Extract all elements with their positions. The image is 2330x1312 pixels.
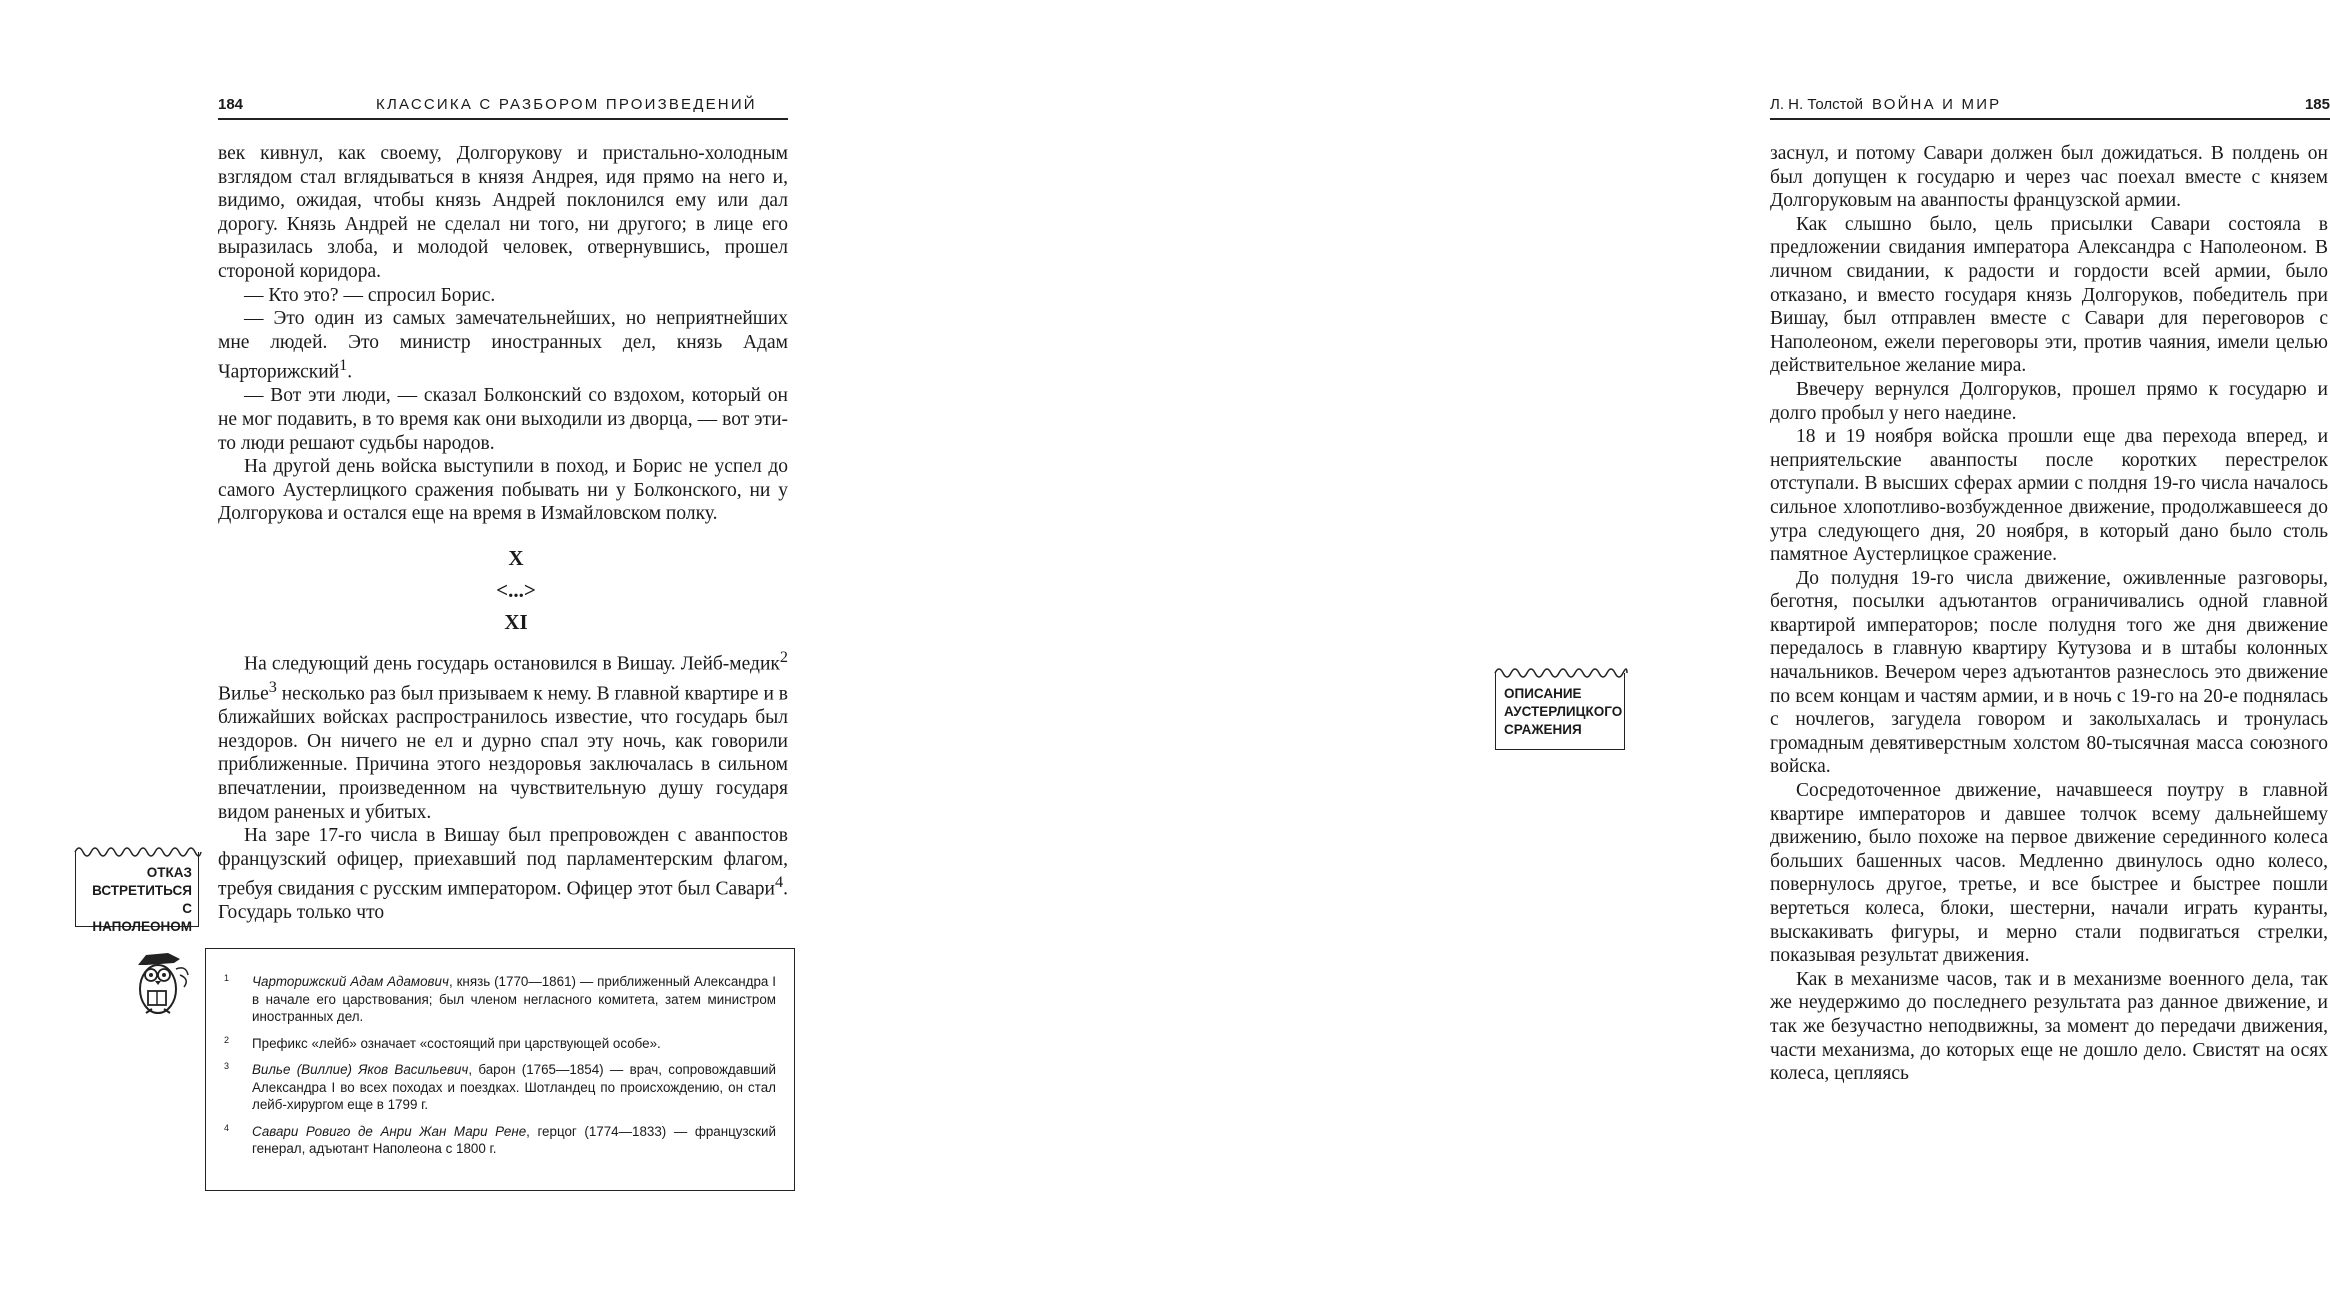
footnote-ref: 4 — [775, 873, 784, 892]
paragraph: век кивнул, как своему, Долгорукову и пристально-холодным взглядом стал вглядываться в князя Андрея, идя прямо на него и, видимо, ожидая, чтобы князь Андрей поклонился ему или дал дорогу. Князь Андрей не сделал ни того, ни другого; в лице его выразилась злоба, и молодой человек, отвернувшись, прошел стороной коридора. — [218, 143, 788, 282]
paragraph: До полудня 19-го числа движение, оживленные разговоры, беготня, посылки адъютантов ограничивались одной главной квартирой императоров; после полудня того же дня движение передалось в главную квартиру Кутузова и в штабы колонных начальников. Вечером через адъютантов разнеслось это движение по всем концам и частям армии, и в ночь с 19-го на 20-е поднялась с ночлегов, загудела говором и заколыхалась и тронулась громадным девятиверстным холстом 80-тысячная масса союзного войска. — [1770, 567, 2328, 778]
footnote — [224, 1035, 776, 1053]
footnote-title: Савари Ровиго де Анри Жан Мари Рене — [252, 1123, 527, 1139]
chapter-heading-xi: XI — [504, 610, 528, 634]
paragraph: Как слышно было, цель присылки Савари состояла в предложении свидания императора Александра с Наполеоном. В личном свидании, к радости и гордости всей армии, было отказано, и вместо государя князь Долгоруков, победитель при Вишау, был отправлен вместе с Савари для переговоров с Наполеоном, ежели переговоры эти, против чаяния, имели целью действительное желание мира. — [1770, 213, 2328, 377]
footnote-number: 4 — [224, 1122, 230, 1133]
right-running-title: ВОЙНА И МИР — [1872, 96, 2002, 113]
paragraph: Сосредоточенное движение, начавшееся поутру в главной квартире императоров и давшее толчок всему дальнейшему движению, было похоже на первое движение серединного колеса больших башенных часов. Медленно двинулось одно колесо, повернулось другое, третье, и все быстрее и быстрее пошли вертеться колеса, блоки, шестерни, начали играть куранты, выскакивать фигуры, и мерно стали подвигаться стрелки, показывая результат движения. — [1770, 780, 2328, 967]
margin-note-text: ОПИСАНИЕ АУСТЕРЛИЦКОГО СРАЖЕНИЯ — [1504, 686, 1623, 737]
footnote-ref: 3 — [268, 678, 277, 697]
paragraph: На другой день войска выступили в поход, и Борис не успел до самого Аустерлицкого сражения побывать ни у Болконского, ни у Долгорукова и остался еще на время в Измайловском полку. — [218, 456, 788, 525]
left-page — [0, 0, 845, 1312]
footnote-number: 1 — [224, 973, 230, 983]
footnote-ref: 2 — [779, 648, 788, 666]
footnotes-box — [205, 948, 795, 1191]
footnote-ref: 1 — [339, 356, 348, 375]
paragraph-text: несколько раз был призываем к нему. В главной квартире и в ближайших войсках распространилось известие, что государь был нездоров. Он ничего не ел и дурно спал эту ночь, как говорили приближенные. Причина этого нездоровья заключалась в сильном впечатлении, произведенном на чувствительную душу государя видом раненых и убитых. — [218, 683, 788, 823]
margin-note-text: ОТКАЗ ВСТРЕТИТЬСЯ С НАПОЛЕОНОМ — [92, 865, 192, 934]
paragraph: Ввечеру вернулся Долгоруков, прошел прямо к государю и долго пробыл у него наедине. — [1770, 378, 2328, 424]
left-text-column — [218, 142, 788, 925]
margin-note-austerlitz — [1495, 673, 1625, 750]
footnote-number: 3 — [224, 1061, 230, 1071]
paragraph-text: На заре 17-го числа в Вишау был препровожден с аванпостов французский офицер, приехавший под парламентерским флагом, требуя свидания с русским императором. Офицер этот был Савари — [218, 825, 788, 900]
footnote-title: Вилье (Виллие) Яков Васильевич — [252, 1062, 469, 1077]
wavy-border-icon — [74, 842, 202, 854]
footnote-number: 2 — [224, 1034, 230, 1045]
right-page-number: 185 — [2304, 96, 2330, 113]
footnote — [224, 1123, 776, 1158]
paragraph — [218, 646, 788, 824]
paragraph-text: На следующий день государь остановился в Вишау. Лейб-медик — [244, 653, 780, 675]
paragraph: 18 и 19 ноября войска прошли еще два перехода вперед, и неприятельские аванпосты после коротких перестрелок отступали. В высших сферах армии с полдня 19-го числа началось сильное хлопотливо-возбужденное движение, продолжавшееся до утра следующего дня, 20 ноября, в который дано было столь памятное Аустерлицкое сражение. — [1770, 426, 2328, 566]
footnote-text: , барон (1765—1854) — врач, сопровождавший Александра I во всех походах и поездках. Шотландец по происхождению, он стал лейб-хирургом еще в 1799 г. — [252, 1062, 777, 1112]
paragraph-text: . Государь только что — [218, 878, 788, 924]
paragraph — [218, 824, 788, 925]
footnote-text: Префикс «лейб» означает «состоящий при царствующей особе». — [252, 1035, 661, 1051]
chapter-heading-x: X — [508, 546, 524, 570]
paragraph-text: . — [347, 361, 353, 383]
right-text-column — [1770, 142, 2328, 1086]
chapter-omission: <...> — [496, 578, 536, 602]
left-page-header — [218, 94, 788, 120]
paragraph: Как в механизме часов, так и в механизме военного дела, так же неудержимо до последнего результата раз данное движение, и так же безучастно неподвижны, за момент до передачи движения, части механизма, до которых еще не дошло дело. Свистят на осях колеса, цепляясь — [1770, 968, 2328, 1085]
paragraph-text: Вилье — [218, 683, 269, 705]
wavy-border-icon — [1494, 663, 1628, 675]
footnote-text: , князь (1770—1861) — приближенный Александра I в начале его царствования; был членом негласного комитета, затем министром иностранных дел. — [252, 974, 776, 1024]
author-name: Л. Н. Толстой — [1770, 96, 1864, 113]
left-page-number: 184 — [218, 96, 244, 113]
right-page — [845, 0, 2330, 1312]
footnote — [224, 1061, 776, 1114]
footnote-text: , герцог (1774—1833) — французский генерал, адъютант Наполеона с 1800 г. — [252, 1123, 776, 1156]
footnote — [224, 973, 776, 1026]
right-page-header — [1770, 94, 2330, 120]
left-running-title: КЛАССИКА С РАЗБОРОМ ПРОИЗВЕДЕНИЙ — [376, 96, 757, 113]
footnote-title: Чарторижский Адам Адамович — [252, 974, 449, 989]
paragraph: заснул, и потому Савари должен был дожидаться. В полдень он был допущен к государю и через час поехал вместе с князем Долгоруковым на аванпосты французской армии. — [1770, 143, 2328, 212]
paragraph: — Кто это? — спросил Борис. — [244, 284, 496, 306]
paragraph-text: — Это один из самых замечательнейших, но неприятнейших мне людей. Это министр иностранных дел, князь Адам Чарторижский — [218, 308, 788, 383]
paragraph: — Вот эти люди, — сказал Болконский со вздохом, который он не мог подавить, в то время как они выходили из дворца, — вот эти-то люди решают судьбы народов. — [218, 385, 788, 454]
paragraph — [218, 307, 788, 384]
margin-note-refusal — [75, 852, 199, 934]
owl-reader-icon — [128, 945, 196, 1017]
